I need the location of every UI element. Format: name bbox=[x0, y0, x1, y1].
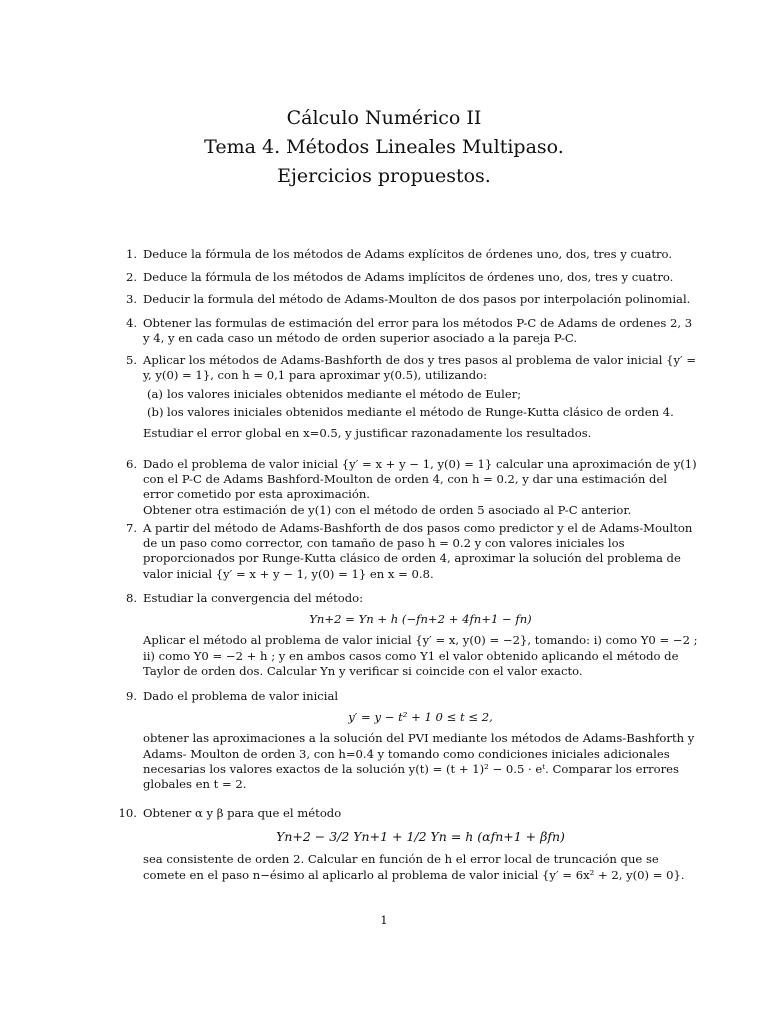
exercise-number: 8. bbox=[125, 591, 137, 605]
exercise-text: Estudiar la convergencia del método: bbox=[143, 591, 364, 605]
exercise-text: Deduce la fórmula de los métodos de Adams implícitos de órdenes uno, dos, tres y cuatro. bbox=[143, 270, 674, 284]
exercise-formula: Yn+2 − 3/2 Yn+1 + 1/2 Yn = h (αfn+1 + βfn) bbox=[276, 829, 565, 845]
page-number: 1 bbox=[380, 913, 388, 927]
document-title bbox=[0, 104, 768, 191]
title-topic: Tema 4. Métodos Lineales Multipaso. bbox=[204, 136, 564, 158]
exercise-text: A partir del método de Adams-Bashforth de dos pasos como predictor y el de Adams-Moulton de un paso como corrector, con tamaño de paso h = 0.2 y con valores iniciales los proporcionados por Runge-Kutta clásico de orden 4, aproximar la solución del problema de valor inicial {y′ = x + y − 1, y(0) = 1} en x = 0.8. bbox=[143, 521, 693, 581]
subitem-b bbox=[143, 405, 698, 420]
exercise-number: 6. bbox=[125, 457, 137, 471]
title-course: Cálculo Numérico II bbox=[286, 107, 482, 129]
exercise-note: Obtener otra estimación de y(1) con el método de orden 5 asociado al P-C anterior. bbox=[143, 502, 632, 517]
exercise-number: 10. bbox=[118, 806, 137, 820]
exercise-number: 9. bbox=[125, 689, 137, 703]
exercise-text: Dado el problema de valor inicial {y′ = x + y − 1, y(0) = 1} calcular una aproximación de y(1) con el P-C de Adams Bashford-Moulton de orden 4, con h = 0.2, y dar una estimación del error cometido por esta aproximación. bbox=[143, 457, 697, 502]
exercise-8 bbox=[125, 591, 698, 679]
exercise-5 bbox=[125, 353, 698, 441]
exercise-text: Deducir la formula del método de Adams-Moulton de dos pasos por interpolación polinomial. bbox=[143, 292, 691, 306]
subitem-text: los valores iniciales obtenidos mediante el método de Euler; bbox=[167, 387, 522, 402]
exercise-3 bbox=[125, 292, 698, 307]
exercise-7 bbox=[125, 521, 698, 582]
exercise-number: 4. bbox=[125, 316, 137, 330]
subitem-label: (a) bbox=[147, 387, 163, 402]
exercise-note: sea consistente de orden 2. Calcular en función de h el error local de truncación que se comete en el paso n−ésimo al aplicarlo al problema de valor inicial {y′ = 6x² + 2, y(0) = 0}. bbox=[143, 852, 685, 882]
exercise-number: 2. bbox=[125, 270, 137, 284]
exercise-text: Deduce la fórmula de los métodos de Adams explícitos de órdenes uno, dos, tres y cuatro. bbox=[143, 247, 673, 261]
exercise-text: Obtener α y β para que el método bbox=[143, 806, 342, 820]
exercise-number: 1. bbox=[125, 247, 137, 261]
exercise-number: 3. bbox=[125, 292, 137, 306]
exercise-subitems bbox=[143, 387, 698, 419]
title-subtitle: Ejercicios propuestos. bbox=[277, 165, 491, 187]
exercise-number: 5. bbox=[125, 353, 137, 367]
exercise-text: Obtener las formulas de estimación del error para los métodos P-C de Adams de ordenes 2, 3 y 4, y en cada caso un método de orden superior asociado a la pareja P-C. bbox=[143, 316, 693, 346]
exercise-note: Aplicar el método al problema de valor inicial {y′ = x, y(0) = −2}, tomando: i) como Y0 = −2 ; ii) como Y0 = −2 + h ; y en ambos casos como Y1 el valor obtenido aplicando el método de Taylor de orden dos. Calcular Yn y verificar si coincide con el valor exacto. bbox=[143, 633, 698, 678]
exercise-10 bbox=[118, 806, 698, 883]
exercise-6 bbox=[125, 457, 698, 518]
exercise-4 bbox=[125, 316, 698, 346]
subitem-label: (b) bbox=[147, 404, 164, 419]
exercise-2 bbox=[125, 270, 698, 285]
exercise-formula: y′ = y − t² + 1 0 ≤ t ≤ 2, bbox=[348, 710, 493, 725]
exercise-note: obtener las aproximaciones a la solución del PVI mediante los métodos de Adams-Bashforth y Adams- Moulton de orden 3, con h=0.4 y tomando como condiciones iniciales adicionales necesarias los valores exactos de la solución y(t) = (t + 1)² − 0.5 · eᵗ. Comparar los errores globales en t = 2. bbox=[143, 731, 695, 792]
exercise-9 bbox=[125, 689, 698, 792]
exercise-text: Aplicar los métodos de Adams-Bashforth de dos y tres pasos al problema de valor inicial {y′ = y, y(0) = 1}, con h = 0,1 para aproximar y(0.5), utilizando: bbox=[143, 353, 697, 383]
exercise-text: Dado el problema de valor inicial bbox=[143, 689, 339, 703]
exercise-note: Estudiar el error global en x=0.5, y justificar razonadamente los resultados. bbox=[143, 425, 592, 440]
exercise-1 bbox=[125, 247, 698, 262]
exercise-formula: Yn+2 = Yn + h (−fn+2 + 4fn+1 − fn) bbox=[309, 612, 532, 627]
subitem-text: los valores iniciales obtenidos mediante el método de Runge-Kutta clásico de orden 4. bbox=[167, 404, 674, 419]
subitem-a bbox=[143, 387, 698, 402]
exercise-number: 7. bbox=[125, 521, 137, 535]
